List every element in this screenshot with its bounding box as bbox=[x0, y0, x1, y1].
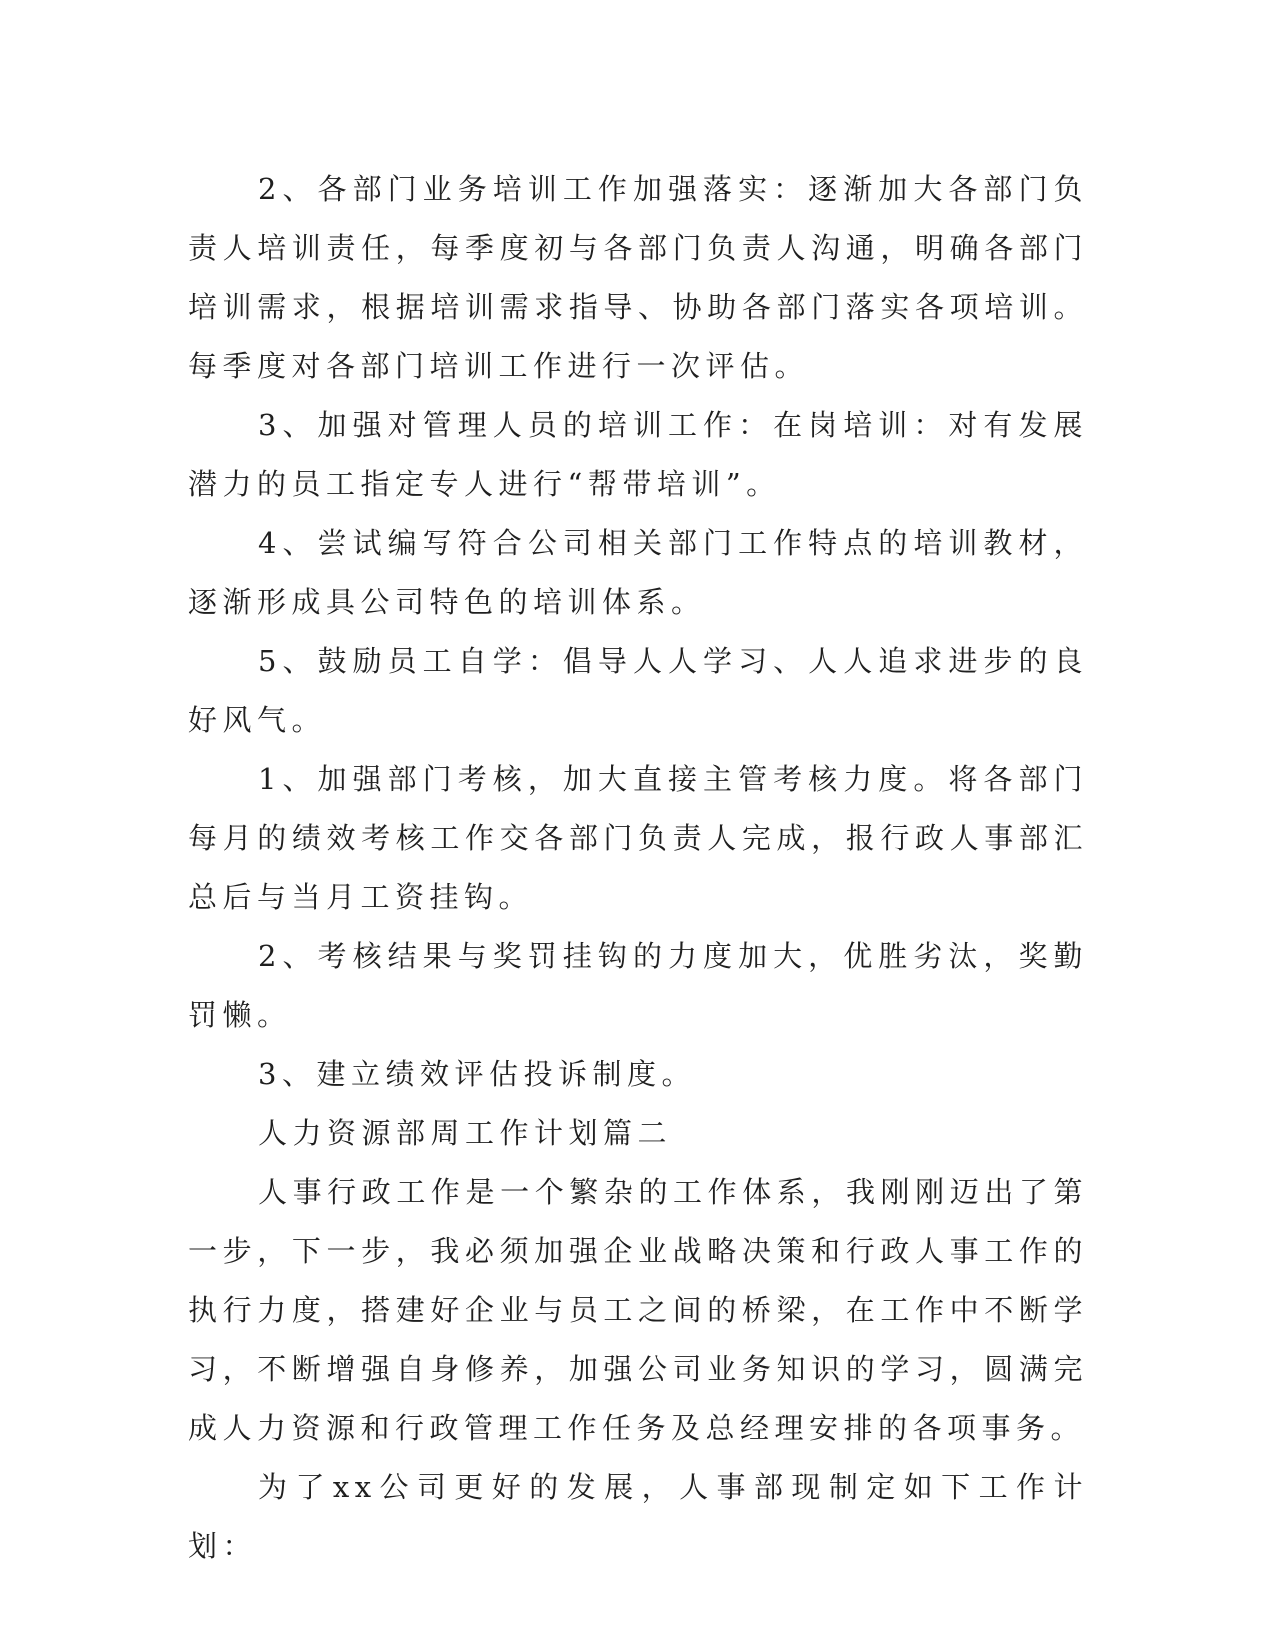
paragraph-self-study: 5、鼓励员工自学：倡导人人学习、人人追求进步的良好风气。 bbox=[188, 644, 1088, 737]
paragraph-work-plan-intro: 为了xx公司更好的发展，人事部现制定如下工作计划： bbox=[188, 1470, 1088, 1563]
document-body bbox=[188, 160, 1088, 1576]
paragraph-training-materials: 4、尝试编写符合公司相关部门工作特点的培训教材，逐渐形成具公司特色的培训体系。 bbox=[188, 526, 1088, 619]
paragraph-department-assessment: 1、加强部门考核，加大直接主管考核力度。将各部门每月的绩效考核工作交各部门负责人完成，报行政人事部汇总后与当月工资挂钩。 bbox=[188, 762, 1088, 914]
paragraph-complaint-system: 3、建立绩效评估投诉制度。 bbox=[258, 1057, 696, 1091]
section-heading: 人力资源部周工作计划篇二 bbox=[258, 1116, 673, 1150]
paragraph-training-implementation: 2、各部门业务培训工作加强落实：逐渐加大各部门负责人培训责任，每季度初与各部门负责人沟通，明确各部门培训需求，根据培训需求指导、协助各部门落实各项培训。每季度对各部门培训工作进行一次评估。 bbox=[188, 172, 1088, 383]
paragraph-rewards-penalties: 2、考核结果与奖罚挂钩的力度加大，优胜劣汰，奖勤罚懒。 bbox=[188, 939, 1088, 1032]
paragraph-hr-admin-work: 人事行政工作是一个繁杂的工作体系，我刚刚迈出了第一步，下一步，我必须加强企业战略决策和行政人事工作的执行力度，搭建好企业与员工之间的桥梁，在工作中不断学习，不断增强自身修养，加强公司业务知识的学习，圆满完成人力资源和行政管理工作任务及总经理安排的各项事务。 bbox=[188, 1175, 1088, 1445]
paragraph-manager-training: 3、加强对管理人员的培训工作：在岗培训：对有发展潜力的员工指定专人进行“帮带培训”。 bbox=[188, 408, 1088, 501]
